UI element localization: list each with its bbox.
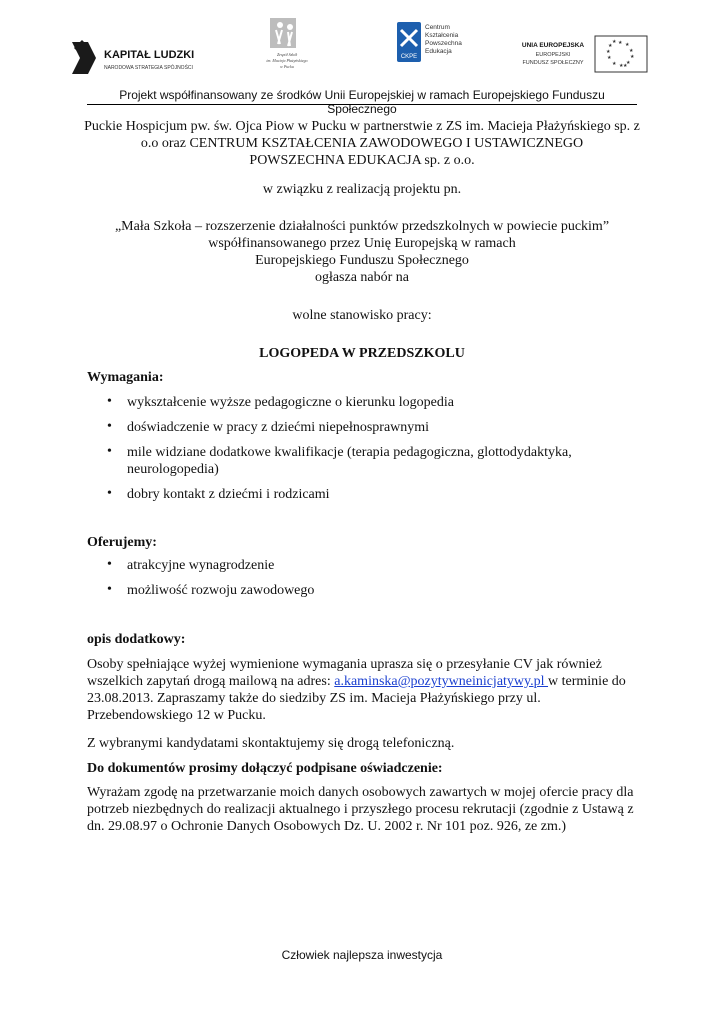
- relation-text: w związku z realizacją projektu pn.: [262, 182, 462, 197]
- project-line: „Mała Szkoła – rozszerzenie działalności punktów przedszkolnych w powiecie puckim”: [114, 219, 610, 234]
- svg-text:★: ★: [607, 55, 612, 61]
- intro-text: [80, 118, 644, 169]
- svg-text:Zespół Szkół: Zespół Szkół: [276, 52, 298, 57]
- additional-heading: opis dodatkowy:: [87, 632, 186, 647]
- offer-text: atrakcyjne wynagrodzenie: [127, 558, 275, 573]
- zespol-szkol-logo: [262, 16, 322, 80]
- svg-text:UNIA EUROPEJSKA: UNIA EUROPEJSKA: [521, 42, 585, 49]
- svg-text:★: ★: [619, 63, 624, 69]
- consent-paragraph: Wyrażam zgodę na przetwarzanie moich danych osobowych zawartych w mojej ofercie pracy dla potrzeb niezbędnych do realizacji aktualnego i przyszłego procesu rekrutacji (zgodnie z Ustawą z dn. 29.08.97 o Ochronie Danych Osobowych Dz. U. 2002 r. Nr 101 poz. 926, ze zm.): [87, 785, 634, 834]
- bullet-icon: •: [107, 557, 112, 572]
- project-line: współfinansowanego przez Unię Europejską w ramach: [208, 236, 516, 251]
- list-item: [87, 419, 647, 436]
- bullet-icon: •: [107, 419, 112, 434]
- ckpe-logo: [395, 20, 485, 76]
- list-item: [87, 582, 647, 599]
- eu-logo: [513, 34, 651, 80]
- svg-text:Edukacja: Edukacja: [425, 48, 452, 55]
- bullet-icon: •: [107, 444, 112, 459]
- requirement-text: mile widziane dodatkowe kwalifikacje (terapia pedagogiczna, glottodydaktyka, neurologopedia): [127, 445, 572, 477]
- bullet-icon: •: [107, 394, 112, 409]
- documents-paragraph: Do dokumentów prosimy dołączyć podpisane oświadczenie:: [87, 761, 443, 776]
- eu-flag-icon: [513, 34, 651, 80]
- offer-list: [87, 557, 647, 607]
- project-line: ogłasza nabór na: [314, 270, 410, 285]
- intro-line: Puckie Hospicjum pw. św. Ojca Piow w Pucku w partnerstwie z ZS im. Macieja Płażyńskiego sp. z: [84, 119, 640, 134]
- svg-text:FUNDUSZ SPOŁECZNY: FUNDUSZ SPOŁECZNY: [522, 60, 584, 66]
- intro-line: POWSZECHNA EDUKACJA sp. z o.o.: [249, 153, 475, 168]
- kapital-ludzki-logo: [68, 38, 218, 78]
- project-line: Europejskiego Funduszu Społecznego: [255, 253, 469, 268]
- offer-heading: Oferujemy:: [87, 535, 157, 550]
- position-title: LOGOPEDA W PRZEDSZKOLU: [259, 346, 465, 361]
- svg-text:im. Macieja Płażyńskiego: im. Macieja Płażyńskiego: [266, 58, 308, 63]
- project-text: [80, 218, 644, 286]
- list-item: [87, 557, 647, 574]
- svg-text:★: ★: [629, 48, 634, 54]
- svg-text:★: ★: [630, 54, 635, 60]
- logo-bar: [0, 12, 724, 82]
- contact-paragraph: Z wybranymi kandydatami skontaktujemy się drogą telefoniczną.: [87, 736, 455, 751]
- list-item: [87, 444, 647, 478]
- svg-text:★: ★: [612, 61, 617, 67]
- svg-text:★: ★: [623, 63, 628, 69]
- svg-text:KAPITAŁ LUDZKI: KAPITAŁ LUDZKI: [104, 49, 195, 61]
- svg-text:Kształcenia: Kształcenia: [425, 32, 459, 39]
- svg-text:★: ★: [626, 60, 631, 66]
- vacancy-text: wolne stanowisko pracy:: [292, 308, 432, 323]
- bullet-icon: •: [107, 486, 112, 501]
- intro-line: o.o oraz CENTRUM KSZTAŁCENIA ZAWODOWEGO I USTAWICZNEGO: [140, 136, 584, 151]
- offer-text: możliwość rozwoju zawodowego: [127, 583, 315, 598]
- svg-text:EUROPEJSKI: EUROPEJSKI: [535, 52, 571, 58]
- ckpe-shield-icon: [395, 20, 485, 76]
- requirements-heading: Wymagania:: [87, 370, 164, 385]
- footer-slogan: Człowiek najlepsza inwestycja: [281, 948, 443, 962]
- svg-text:★: ★: [612, 39, 617, 45]
- requirement-text: doświadczenie w pracy z dziećmi niepełnosprawnymi: [127, 420, 430, 435]
- requirement-text: wykształcenie wyższe pedagogiczne o kierunku logopedia: [127, 395, 454, 410]
- list-item: [87, 486, 647, 503]
- svg-text:Powszechna: Powszechna: [425, 40, 462, 47]
- svg-text:w Pucku: w Pucku: [280, 64, 294, 69]
- school-figures-icon: [262, 16, 322, 80]
- project-header: Projekt współfinansowany ze środków Unii Europejskiej w ramach Europejskiego Funduszu Społecznego: [119, 88, 605, 116]
- svg-text:★: ★: [606, 49, 611, 55]
- svg-text:CKPE: CKPE: [400, 54, 418, 60]
- svg-text:★: ★: [625, 42, 630, 48]
- application-paragraph: [87, 656, 647, 724]
- paragraph-text: w terminie do 23.08.2013. Zapraszamy także do siedziby ZS im. Macieja Płażyńskiego przy ul. Przebendowskiego 12 w Pucku.: [87, 674, 626, 723]
- email-link[interactable]: a.kaminska@pozytywneinicjatywy.pl: [334, 674, 549, 689]
- svg-text:★: ★: [618, 40, 623, 46]
- svg-text:★: ★: [608, 43, 613, 49]
- requirements-list: [87, 394, 647, 511]
- bullet-icon: •: [107, 582, 112, 597]
- paragraph-text: Osoby spełniające wyżej wymienione wymagania uprasza się o przesyłanie CV jak również wszelkich zapytań drogą mailową na adres:: [87, 657, 602, 689]
- requirement-text: dobry kontakt z dziećmi i rodzicami: [127, 487, 330, 502]
- list-item: [87, 394, 647, 411]
- svg-text:Centrum: Centrum: [425, 24, 450, 31]
- svg-text:NARODOWA STRATEGIA SPÓJNOŚCI: NARODOWA STRATEGIA SPÓJNOŚCI: [104, 65, 193, 71]
- header-divider: [87, 104, 637, 105]
- kapital-ludzki-icon: [68, 38, 218, 78]
